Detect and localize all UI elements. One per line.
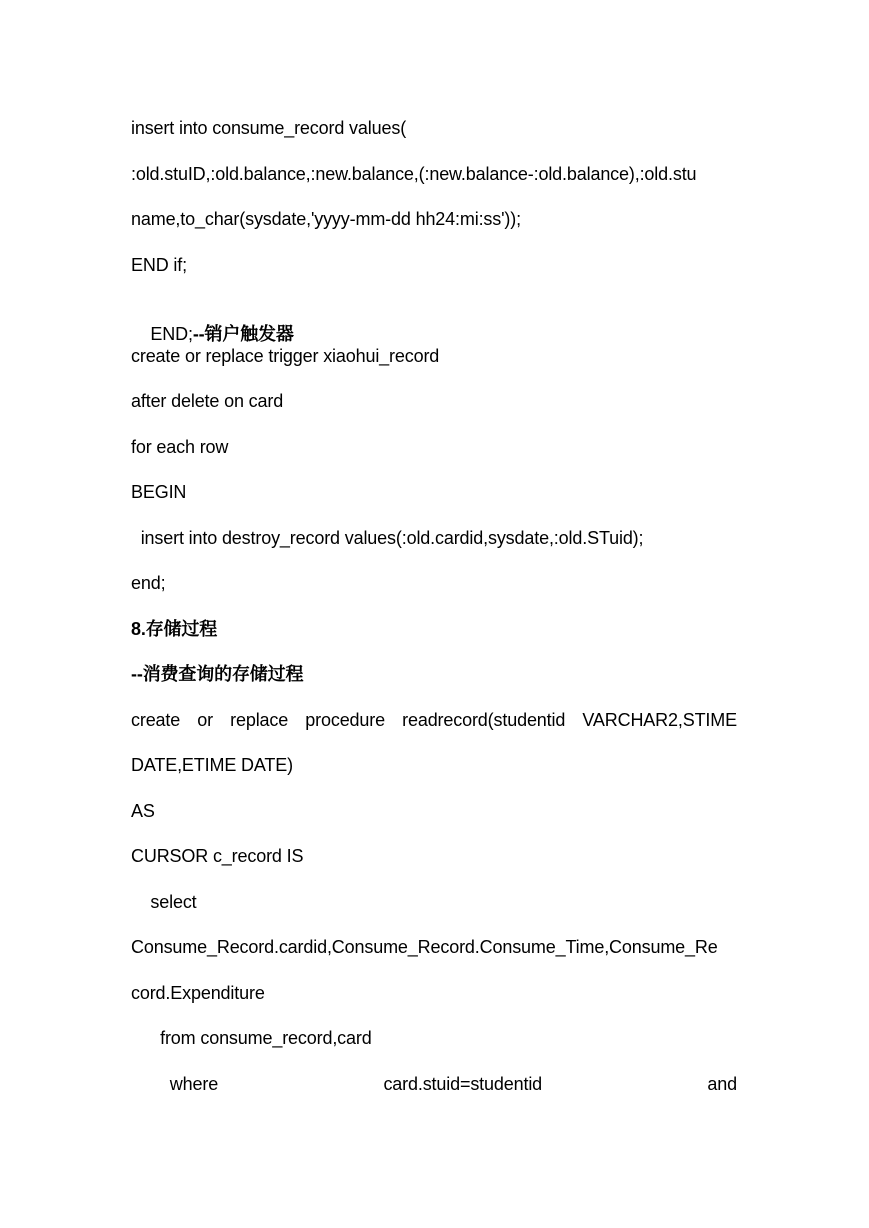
code-line: END if;: [131, 255, 187, 275]
code-line: insert into consume_record values(: [131, 118, 407, 138]
code-word: readrecord(studentid: [402, 710, 566, 730]
code-word: or: [197, 710, 213, 730]
code-line: Consume_Record.cardid,Consume_Record.Consume_Time,Consume_Re: [131, 937, 718, 957]
code-line: create or replace trigger xiaohui_record: [131, 346, 440, 366]
code-word: create: [131, 710, 181, 730]
code-line: for each row: [131, 437, 229, 457]
code-word: card.stuid=studentid: [383, 1074, 543, 1094]
code-line: from consume_record,card: [131, 1028, 372, 1048]
section-comment: --销户触发器: [192, 324, 294, 344]
code-line-justified: [131, 708, 737, 732]
code-line: insert into destroy_record values(:old.cardid,sysdate,:old.STuid);: [131, 528, 644, 548]
code-line: select: [131, 892, 197, 912]
section-comment: --消费查询的存储过程: [131, 664, 304, 684]
code-word: and: [707, 1074, 737, 1094]
code-line-justified: [131, 1072, 737, 1096]
code-word: where: [131, 1074, 219, 1094]
code-word: procedure: [305, 710, 385, 730]
code-word: replace: [230, 710, 289, 730]
code-line: BEGIN: [131, 482, 187, 502]
code-line: cord.Expenditure: [131, 983, 265, 1003]
code-line: AS: [131, 801, 155, 821]
section-heading: 8.存储过程: [131, 619, 218, 639]
code-text: END;: [150, 324, 193, 344]
code-line: end;: [131, 573, 166, 593]
code-word: VARCHAR2,STIME: [582, 710, 737, 730]
code-line: after delete on card: [131, 391, 284, 411]
code-line: name,to_char(sysdate,'yyyy-mm-dd hh24:mi:ss'));: [131, 209, 521, 229]
code-line: CURSOR c_record IS: [131, 846, 304, 866]
code-line: :old.stuID,:old.balance,:new.balance,(:new.balance-:old.balance),:old.stu: [131, 164, 697, 184]
code-line: DATE,ETIME DATE): [131, 755, 293, 775]
